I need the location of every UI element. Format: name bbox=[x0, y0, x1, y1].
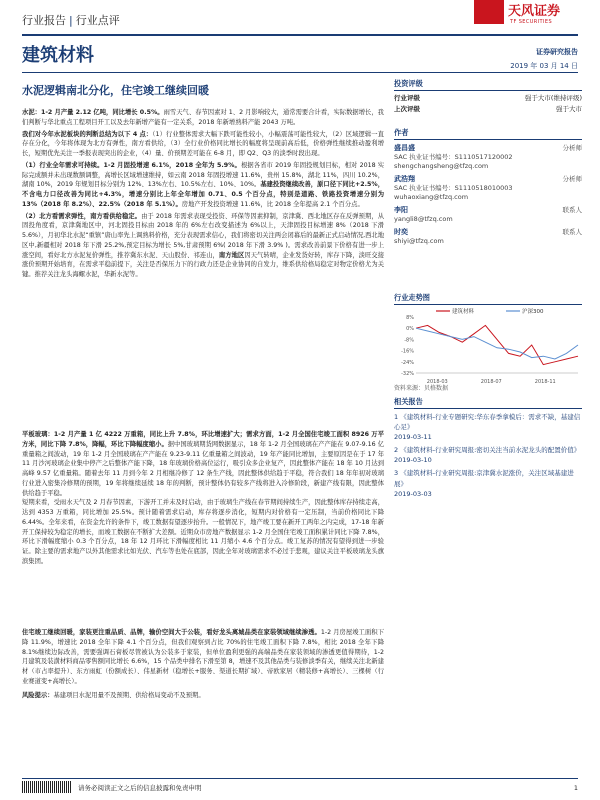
subcategory-label: 行业点评 bbox=[75, 14, 120, 27]
category-separator: | bbox=[69, 14, 73, 27]
analyst-sac: SAC 执业证书编号：S1110518010003 bbox=[394, 184, 513, 193]
tf-securities-logo bbox=[474, 0, 578, 30]
x-tick-label: 2018-07 bbox=[480, 379, 502, 386]
logo-mark-icon bbox=[474, 0, 504, 24]
south-label: 南方地区 bbox=[218, 251, 245, 259]
cement-text: 雨雪天气、春节因素对 1、2 月影响较大，通常需要合计看，实际数据增长，我们判断与华北重点工程项目开工以及去年新增产能有一定关系，2018 年新增熟料产能 2043 万吨。 bbox=[22, 109, 384, 126]
analyst-card bbox=[394, 144, 582, 171]
analyst-role: 联系人 bbox=[562, 206, 582, 215]
analyst-name: 盛昌盛 bbox=[394, 144, 415, 153]
judgement-lead: 我们对今年水泥板块的判断总结为以下 4 点： bbox=[22, 130, 153, 138]
analyst-email[interactable]: yangli8@tfzq.com bbox=[394, 215, 453, 224]
related-text: 《建筑材料-行业研究周报:京津冀水泥涨价，关注区域基建进展》 bbox=[394, 469, 574, 488]
related-date: 2019-03-03 bbox=[394, 489, 432, 498]
analyst-sac: SAC 执业证书编号：S1110517120002 bbox=[394, 153, 513, 162]
housing-section bbox=[22, 628, 384, 700]
glass-short-text: 短期来看，受雨水天气及 2 月春节因素，下游开工并未及时启动，由于玻璃生产线在春节期间持续生产，因此整体库存持续走高，达到 4353 万重箱，同比增加 25.5%。预计随着需求启动，库存将逐步消化，短期内对价格有一定压制，当前价格同比下降 6.44%。全年来看，在资金允许的条件下，竣工数据有望逐步抬升。一般情况下，地产竣工要在新开工两年之内完成，17-18 年新开工保持较为稳定的增长，而竣工数据在不断扩大差额。近期众市房地产数据显示 1-2 月全国住宅竣工面积累计同比下降 7.8%，环比下滑幅度缩小 0.3 个百分点，18 年 12 月环比下滑幅度相比 11 月缩小 4.6 个百分点。竣工复苏的情况有望得到进一步验证。除主要的需求地产以外其他需求比如光伏、汽车等也处在底部，因此全年对玻璃需求不必过于悲观，建议关注平板玻璃龙头旗滨集团。 bbox=[22, 499, 384, 565]
industry-trend-chart bbox=[394, 292, 582, 386]
chart-source: 资料来源：贝格数据 bbox=[394, 385, 449, 392]
y-tick-label: -32% bbox=[401, 371, 414, 378]
related-index: 2 bbox=[394, 446, 399, 455]
barcode-icon bbox=[22, 781, 72, 793]
trend-title: 行业走势图 bbox=[394, 292, 582, 305]
legend-label: 沪深300 bbox=[522, 309, 544, 316]
header-rule bbox=[22, 34, 578, 36]
analyst-email[interactable]: shiyi@tfzq.com bbox=[394, 237, 444, 246]
housing-text: 1-2 月房屋竣工面积下降 11.9%，增速比 2018 全年下降 4.1 个百分点，但我们观察到占比 70%的住宅竣工面积下降 7.8%，相比 2018 全年下降 8.1%继续边际改善，需要强调石膏板尽管被认为公装多于家装，但单位盈利更强的高端品类在家装领域的渗透更值得期待，1-2 月建筑及装潢材料商品零售额同比增长 6.6%，15 个品类中排名下滑至第 8，增速不及其他品类与装修淡季有关，继续关注北新建材（市占率提升）、东方雨虹（份额成长）、伟星新材（稳增长+服务、渠道长期扩域）、帝欧家居（精装修+高增长）、三棵树（行业赛道变+高增长）。 bbox=[22, 629, 384, 685]
legend-label: 建筑材料 bbox=[452, 309, 475, 316]
paragraph-risk bbox=[22, 691, 384, 701]
related-reports bbox=[394, 396, 582, 499]
analyst-email[interactable]: shengchangsheng@tfzq.com bbox=[394, 162, 489, 171]
related-report-item[interactable] bbox=[394, 445, 582, 465]
x-tick-label: 2018-03 bbox=[426, 379, 448, 386]
main-body bbox=[22, 108, 384, 282]
paragraph-glass-short bbox=[22, 498, 384, 566]
related-text: 《建筑材料-行业专题研究:华东春季拿模后：需求不缺，基建信心足》 bbox=[394, 413, 581, 432]
glass-text: 据中国玻璃期货网数据显示，18 年 1-2 月全国玻璃在产产能在 9.07-9.16 亿重量箱之间波动，19 年 1-2 月全国玻璃在产产能在 9.23-9.11 亿重量箱之间波动，19 年产能同比增加，主要原因是在于 17 年 11 月沙河玻璃企业集中停产之后整体产能下降，18 年玻璃价格高位运行，吸引众多企业复产，因此整体产能在 18 年 10 月达到高峰 9.57 亿重量箱。随着去年 11 月到今年 2 月相继冷修了 12 条生产线，因此整体供给趋于平稳，符合我们 18 年年初对玻璃行业进入密集冷修期的预期，19 年将继续延续 18 年的判断，预计整体仍有较多产线将进入冷修阶段，新建产线有限，因此整体供给趋于平稳。 bbox=[22, 440, 384, 497]
analyst-card bbox=[394, 228, 582, 246]
y-tick-label: 8% bbox=[406, 315, 414, 322]
paragraph-demand bbox=[22, 161, 384, 210]
infra-text: 基建投资继续改善，原口径下同比+2.5%，不含电力口径改善为同比+4.3%，增速分别比上年全年增加 0.71、0.5 个百分点，特别是道路、铁路投资增速分别为 13%（2018 年 8.2%）、22.5%（2018 年 5.1%）。 bbox=[22, 181, 384, 208]
related-index: 3 bbox=[394, 469, 399, 478]
page-number: 1 bbox=[573, 784, 578, 792]
related-date: 2019-03-10 bbox=[394, 456, 432, 465]
risk-lead: 风险提示： bbox=[22, 691, 54, 699]
category-label: 行业报告 bbox=[22, 14, 66, 27]
paragraph-north-south bbox=[22, 212, 384, 280]
y-tick-label: -24% bbox=[401, 359, 414, 366]
glass-section bbox=[22, 430, 384, 567]
sidebar bbox=[394, 78, 582, 246]
realestate-text: 房地产开发投资增速 11.6%，比 2018 全年提高 2.1 个百分点。 bbox=[181, 200, 364, 208]
trend-chart-svg bbox=[394, 307, 582, 385]
analyst-card bbox=[394, 175, 582, 202]
risk-text: 基建项目水泥用量不及预期、供给格局变动不及预期。 bbox=[53, 691, 205, 699]
author-title: 作者 bbox=[394, 127, 582, 140]
north-text: 由于 2018 年需求表现受投资、环保等因素抑制，京津冀、西北地区存在反弹预期，从固投角度看，京津冀地区中，河北固投目标由 2018 年的 6%左右改变描述为 6%以上，天津固投目标增速 8%（2018 下滑 5.6%），月初华北水泥“重镇”唐山率先上调熟料价格，充分表现需求信心，我们将密切关注两会闭幕后的最新正式启动情况,西北地区中,新疆相对 2018 年下滑 25.2%,预定目标为增长 5%,甘肃预期 6%( 2018 年下滑 3.9% )。需求改善前景下价格有进一步上涨空间，看好北方水泥复价弹性，推荐冀东水泥、天山股份、祁连山， bbox=[22, 212, 384, 259]
logo-en-text: TF SECURITIES bbox=[510, 19, 553, 25]
report-date: 2019 年 03 月 14 日 bbox=[510, 62, 578, 70]
rating-value: 强于大市 bbox=[556, 105, 582, 114]
north-south-lead: （2）北方看需求弹性，南方看供给稳定。 bbox=[22, 212, 142, 220]
paragraph-cement bbox=[22, 108, 384, 128]
judgement-text: （1）行业整体需求大幅下跌可能性较小，小幅震荡可能性较大，（2）区域逻辑一直存在分化，今年将体现为北方有弹性，南方看供给，（3）全行业价格同比增长的幅度将呈现前高后低，价格弹性继续推动盈利增长，短期优先关注一季报表现突出的企业，（4）量、价预期差可能在 6-8 月，即 Q2、Q3 的淡季时段出现。 bbox=[22, 130, 384, 157]
footer-disclaimer: 请务必阅读正文之后的信息披露和免责申明 bbox=[78, 784, 202, 792]
y-tick-label: -16% bbox=[401, 348, 414, 355]
related-date: 2019-03-11 bbox=[394, 433, 432, 442]
y-tick-label: -8% bbox=[404, 337, 414, 344]
x-tick-label: 2018-11 bbox=[534, 379, 556, 386]
analyst-email[interactable]: wuhaoxiang@tfzq.com bbox=[394, 193, 469, 202]
rating-key: 行业评级 bbox=[394, 94, 420, 103]
page-title: 建筑材料 bbox=[22, 45, 94, 66]
title-rule bbox=[22, 72, 578, 73]
analyst-role: 分析师 bbox=[562, 175, 582, 184]
rating-row bbox=[394, 93, 582, 104]
analyst-name: 李阳 bbox=[394, 206, 408, 215]
report-type: 证券研究报告 bbox=[536, 48, 578, 56]
rating-key: 上次评级 bbox=[394, 105, 420, 114]
logo-cn-text: 天风证券 bbox=[508, 4, 561, 19]
demand-text: 根据各省市 2019 年固投规划目标，相对 2018 实际完成额并未出现数额调整，高增长区域增速维持，如云南 2018 年固投增速 11.6%，贵州 15.8%，湖北 11%，四川 10.2%，湖南 10%，2019 年规划目标分别为 12%、13%左右、10.5%左右、10%、10%。 bbox=[22, 161, 385, 189]
rating-row bbox=[394, 104, 582, 115]
rating-value: 强于大市(维持评级) bbox=[524, 94, 582, 103]
related-report-item[interactable] bbox=[394, 468, 582, 498]
report-category bbox=[22, 12, 120, 29]
paragraph-housing bbox=[22, 628, 384, 687]
analyst-role: 分析师 bbox=[562, 144, 582, 153]
cement-lead: 水泥：1-2 月产量 2.12 亿吨，同比增长 0.5%。 bbox=[22, 109, 164, 116]
rating-title: 投资评级 bbox=[394, 78, 582, 91]
demand-lead: （1）行业全年需求可持续。1-2 月固投增速 6.1%，2018 全年为 5.9%。 bbox=[22, 161, 241, 169]
related-text: 《建筑材料-行业研究周报:密切关注当前水泥龙头的配置价值》 bbox=[400, 446, 581, 455]
analyst-name: 时奕 bbox=[394, 228, 408, 237]
related-report-item[interactable] bbox=[394, 412, 582, 442]
related-index: 1 bbox=[394, 413, 399, 422]
report-subtitle: 水泥逻辑南北分化，住宅竣工继续回暖 bbox=[22, 84, 209, 97]
y-tick-label: 0% bbox=[406, 326, 414, 333]
analyst-card bbox=[394, 206, 582, 224]
paragraph-judgement bbox=[22, 130, 384, 159]
glass-lead: 平板玻璃：1-2 月产量 1 亿 4222 万重箱，同比上升 7.8%，环比增速扩大；需求方面，1-2 月全国住宅竣工面积 8926 万平方米，同比下降 7.8%，降幅，环比下降幅度缩小。 bbox=[22, 431, 384, 448]
related-title: 相关报告 bbox=[394, 396, 582, 409]
paragraph-glass bbox=[22, 430, 384, 498]
housing-lead: 住宅竣工继续回暖，家装更注重品质、品牌，输价空间大于公装，看好龙头离城品类在家装领域继续渗透。 bbox=[22, 629, 321, 636]
south-text: 因天气转晴，企业发货好转，库存下降，淡旺交接涨价预期开始培育，在需求平稳前提下，关注是否保压力下的行政力还是企业协同的自发力，维系供给格局稳定对物定价格尤为关键。推荐关注龙头海螺水泥，华新水泥等。 bbox=[22, 251, 385, 278]
footer-rule bbox=[22, 778, 578, 779]
analyst-name: 武浩翔 bbox=[394, 175, 415, 184]
analyst-role: 联系人 bbox=[562, 228, 582, 237]
